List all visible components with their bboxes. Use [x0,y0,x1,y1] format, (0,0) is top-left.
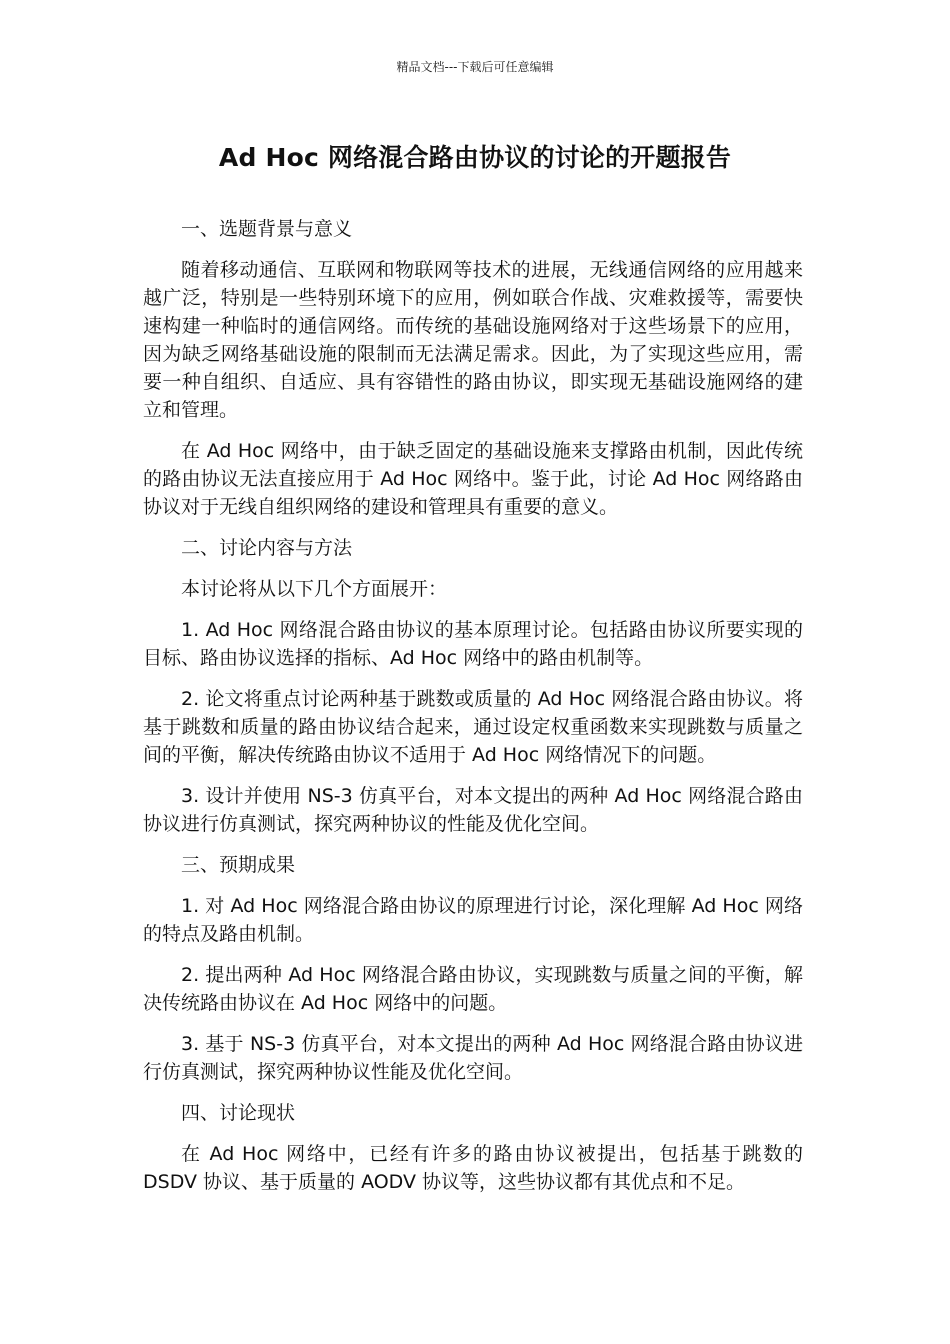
list-item-content-3: 3. 设计并使用 NS-3 仿真平台，对本文提出的两种 Ad Hoc 网络混合路由协议进行仿真测试，探究两种协议的性能及优化空间。 [143,785,803,835]
paragraph-status: 在 Ad Hoc 网络中，已经有许多的路由协议被提出，包括基于跳数的 DSDV 协议、基于质量的 AODV 协议等，这些协议都有其优点和不足。 [143,1143,803,1193]
page-header: 精品文档---下载后可任意编辑 [396,60,554,74]
list-item-result-3: 3. 基于 NS-3 仿真平台，对本文提出的两种 Ad Hoc 网络混合路由协议进行仿真测试，探究两种协议性能及优化空间。 [143,1033,803,1083]
section-heading-background: 一、选题背景与意义 [181,218,353,240]
list-item-result-1: 1. 对 Ad Hoc 网络混合路由协议的原理进行讨论，深化理解 Ad Hoc 网络的特点及路由机制。 [143,895,803,945]
list-item-content-1: 1. Ad Hoc 网络混合路由协议的基本原理讨论。包括路由协议所要实现的目标、路由协议选择的指标、Ad Hoc 网络中的路由机制等。 [143,619,803,669]
section-heading-content-method: 二、讨论内容与方法 [181,537,353,559]
document-title: Ad Hoc 网络混合路由协议的讨论的开题报告 [218,143,732,172]
document-body [143,215,803,1209]
paragraph-significance: 在 Ad Hoc 网络中，由于缺乏固定的基础设施来支撑路由机制，因此传统的路由协议无法直接应用于 Ad Hoc 网络中。鉴于此，讨论 Ad Hoc 网络路由协议对于无线自组织网络的建设和管理具有重要的意义。 [143,440,803,518]
list-item-content-2: 2. 论文将重点讨论两种基于跳数或质量的 Ad Hoc 网络混合路由协议。将基于跳数和质量的路由协议结合起来，通过设定权重函数来实现跳数与质量之间的平衡，解决传统路由协议不适用于 Ad Hoc 网络情况下的问题。 [143,688,803,766]
section-heading-status: 四、讨论现状 [181,1102,296,1124]
list-item-result-2: 2. 提出两种 Ad Hoc 网络混合路由协议，实现跳数与质量之间的平衡，解决传统路由协议在 Ad Hoc 网络中的问题。 [143,964,803,1014]
paragraph-intro: 本讨论将从以下几个方面展开： [181,578,448,600]
paragraph-background: 随着移动通信、互联网和物联网等技术的进展，无线通信网络的应用越来越广泛，特别是一些特别环境下的应用，例如联合作战、灾难救援等，需要快速构建一种临时的通信网络。而传统的基础设施网络对于这些场景下的应用，因为缺乏网络基础设施的限制而无法满足需求。因此，为了实现这些应用，需要一种自组织、自适应、具有容错性的路由协议，即实现无基础设施网络的建立和管理。 [143,259,803,421]
section-heading-expected-results: 三、预期成果 [181,854,296,876]
